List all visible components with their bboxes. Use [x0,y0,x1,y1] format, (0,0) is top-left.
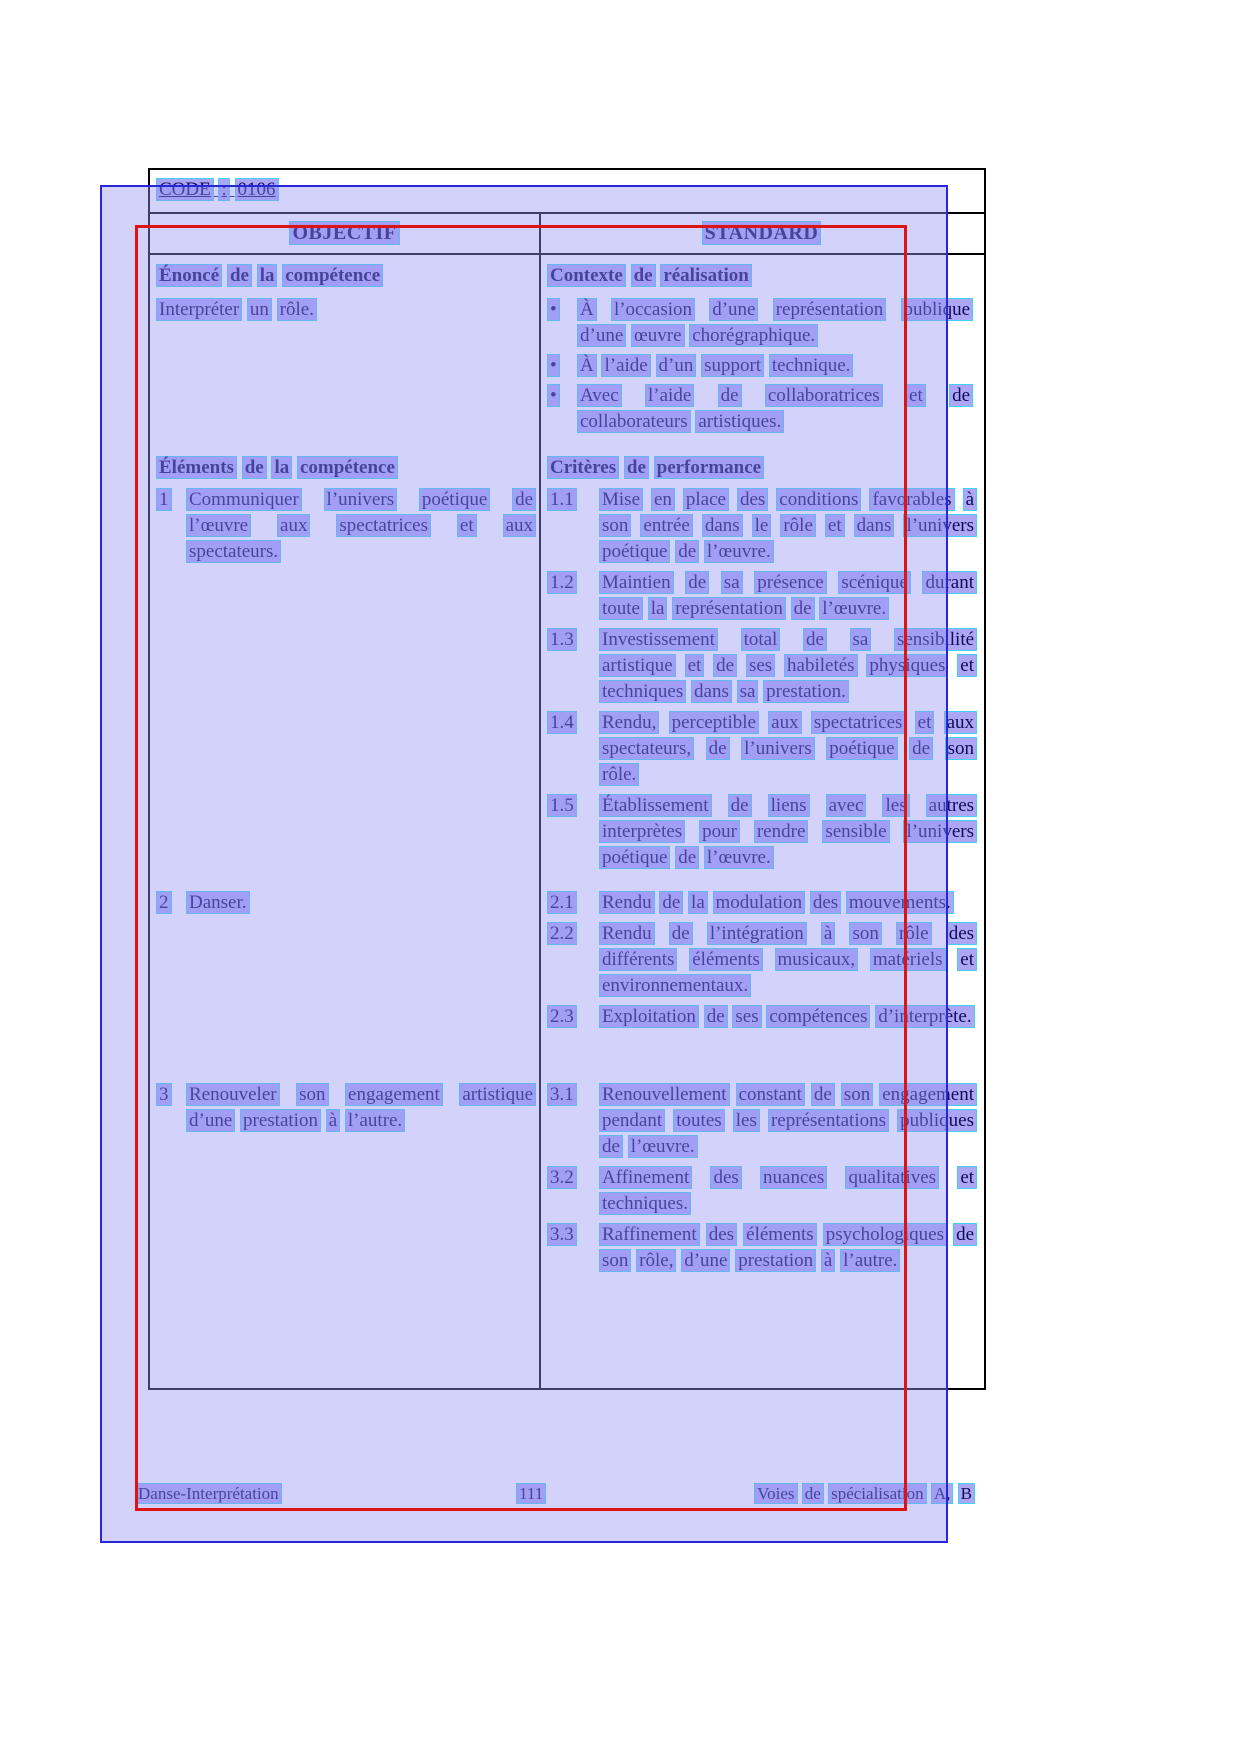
bullet-text: Avec l’aide de collaboratrices et de collaborateurs artistiques. [577,383,973,435]
criterion-item [547,921,977,999]
table-header-row [150,214,984,255]
objectif-label: OBJECTIF [289,222,399,245]
criteria-group-2 [547,890,977,1035]
criterion-number: 3.2 [547,1165,599,1191]
element-number: 3 [156,1082,186,1108]
bullet-icon: • [547,383,577,409]
criteria-group-1 [547,487,977,876]
criterion-item [547,1222,977,1274]
criterion-item [547,1082,977,1160]
footer-section-label: Voies de spécialisation A, B [754,1482,975,1506]
criterion-item [547,570,977,622]
criterion-item [547,627,977,705]
code-row [150,170,984,214]
heading-criteres [547,455,764,481]
element-number: 2 [156,890,186,916]
heading-elements-text: Éléments de la compétence [156,456,398,479]
criterion-number: 1.2 [547,570,599,596]
criterion-text: Renouvellement constant de son engagement pendant toutes les représentations publiques de l’œuvre. [599,1082,977,1160]
criterion-number: 1.3 [547,627,599,653]
criterion-text: Maintien de sa présence scénique durant toute la représentation de l’œuvre. [599,570,977,622]
page-footer [0,1482,1241,1512]
bullet-text: À l’aide d’un support technique. [577,353,973,379]
criterion-text: Rendu de la modulation des mouvements. [599,890,977,916]
context-bullet [547,297,973,349]
column-header-standard [539,214,984,253]
table-body [150,257,984,1388]
competence-element-2 [156,890,536,916]
criterion-item [547,1165,977,1217]
criterion-text: Investissement total de sa sensibilité artistique et de ses habiletés physiques et techniques dans sa prestation. [599,627,977,705]
column-header-objectif [150,214,539,253]
criterion-text: Affinement des nuances qualitatives et techniques. [599,1165,977,1217]
context-bullet-list [547,297,973,439]
heading-contexte-text: Contexte de réalisation [547,264,752,287]
context-bullet [547,353,973,379]
criterion-text: Raffinement des éléments psychologiques de son rôle, d’une prestation à l’autre. [599,1222,977,1274]
criterion-item [547,487,977,565]
footer-page-number: 111 [516,1482,546,1506]
bullet-text: À l’occasion d’une représentation publique d’une œuvre chorégraphique. [577,297,973,349]
competence-element-1 [156,487,536,565]
heading-criteres-text: Critères de performance [547,456,764,479]
criterion-item [547,890,977,916]
criterion-number: 1.1 [547,487,599,513]
competence-element-3 [156,1082,536,1134]
criterion-text: Exploitation de ses compétences d’interprète. [599,1004,977,1030]
element-text: Danser. [186,890,536,916]
criterion-number: 3.1 [547,1082,599,1108]
heading-enonce-text: Énoncé de la compétence [156,264,383,287]
criterion-text: Établissement de liens avec les autres interprètes pour rendre sensible l’univers poétique de l’œuvre. [599,793,977,871]
context-bullet [547,383,973,435]
criterion-number: 1.5 [547,793,599,819]
code-label: CODE : 0106 [156,178,279,201]
element-text: Communiquer l’univers poétique de l’œuvre aux spectatrices et aux spectateurs. [186,487,536,565]
criterion-text: Rendu, perceptible aux spectatrices et aux spectateurs, de l’univers poétique de son rôle. [599,710,977,788]
criterion-number: 2.1 [547,890,599,916]
heading-elements [156,455,398,481]
criteria-group-3 [547,1082,977,1279]
competency-table [148,168,986,1390]
criterion-item [547,710,977,788]
criterion-number: 1.4 [547,710,599,736]
criterion-text: Mise en place des conditions favorables à son entrée dans le rôle et dans l’univers poétique de l’œuvre. [599,487,977,565]
criterion-number: 2.2 [547,921,599,947]
heading-contexte [547,263,752,289]
heading-enonce [156,263,383,289]
criterion-text: Rendu de l’intégration à son rôle des différents éléments musicaux, matériels et environnementaux. [599,921,977,999]
criterion-item [547,1004,977,1030]
element-number: 1 [156,487,186,513]
footer-document-title: Danse-Interprétation [135,1482,282,1506]
standard-label: STANDARD [702,222,822,245]
bullet-icon: • [547,297,577,323]
competence-statement: Interpréter un rôle. [156,297,524,323]
element-text: Renouveler son engagement artistique d’une prestation à l’autre. [186,1082,536,1134]
criterion-number: 3.3 [547,1222,599,1248]
criterion-number: 2.3 [547,1004,599,1030]
criterion-item [547,793,977,871]
bullet-icon: • [547,353,577,379]
